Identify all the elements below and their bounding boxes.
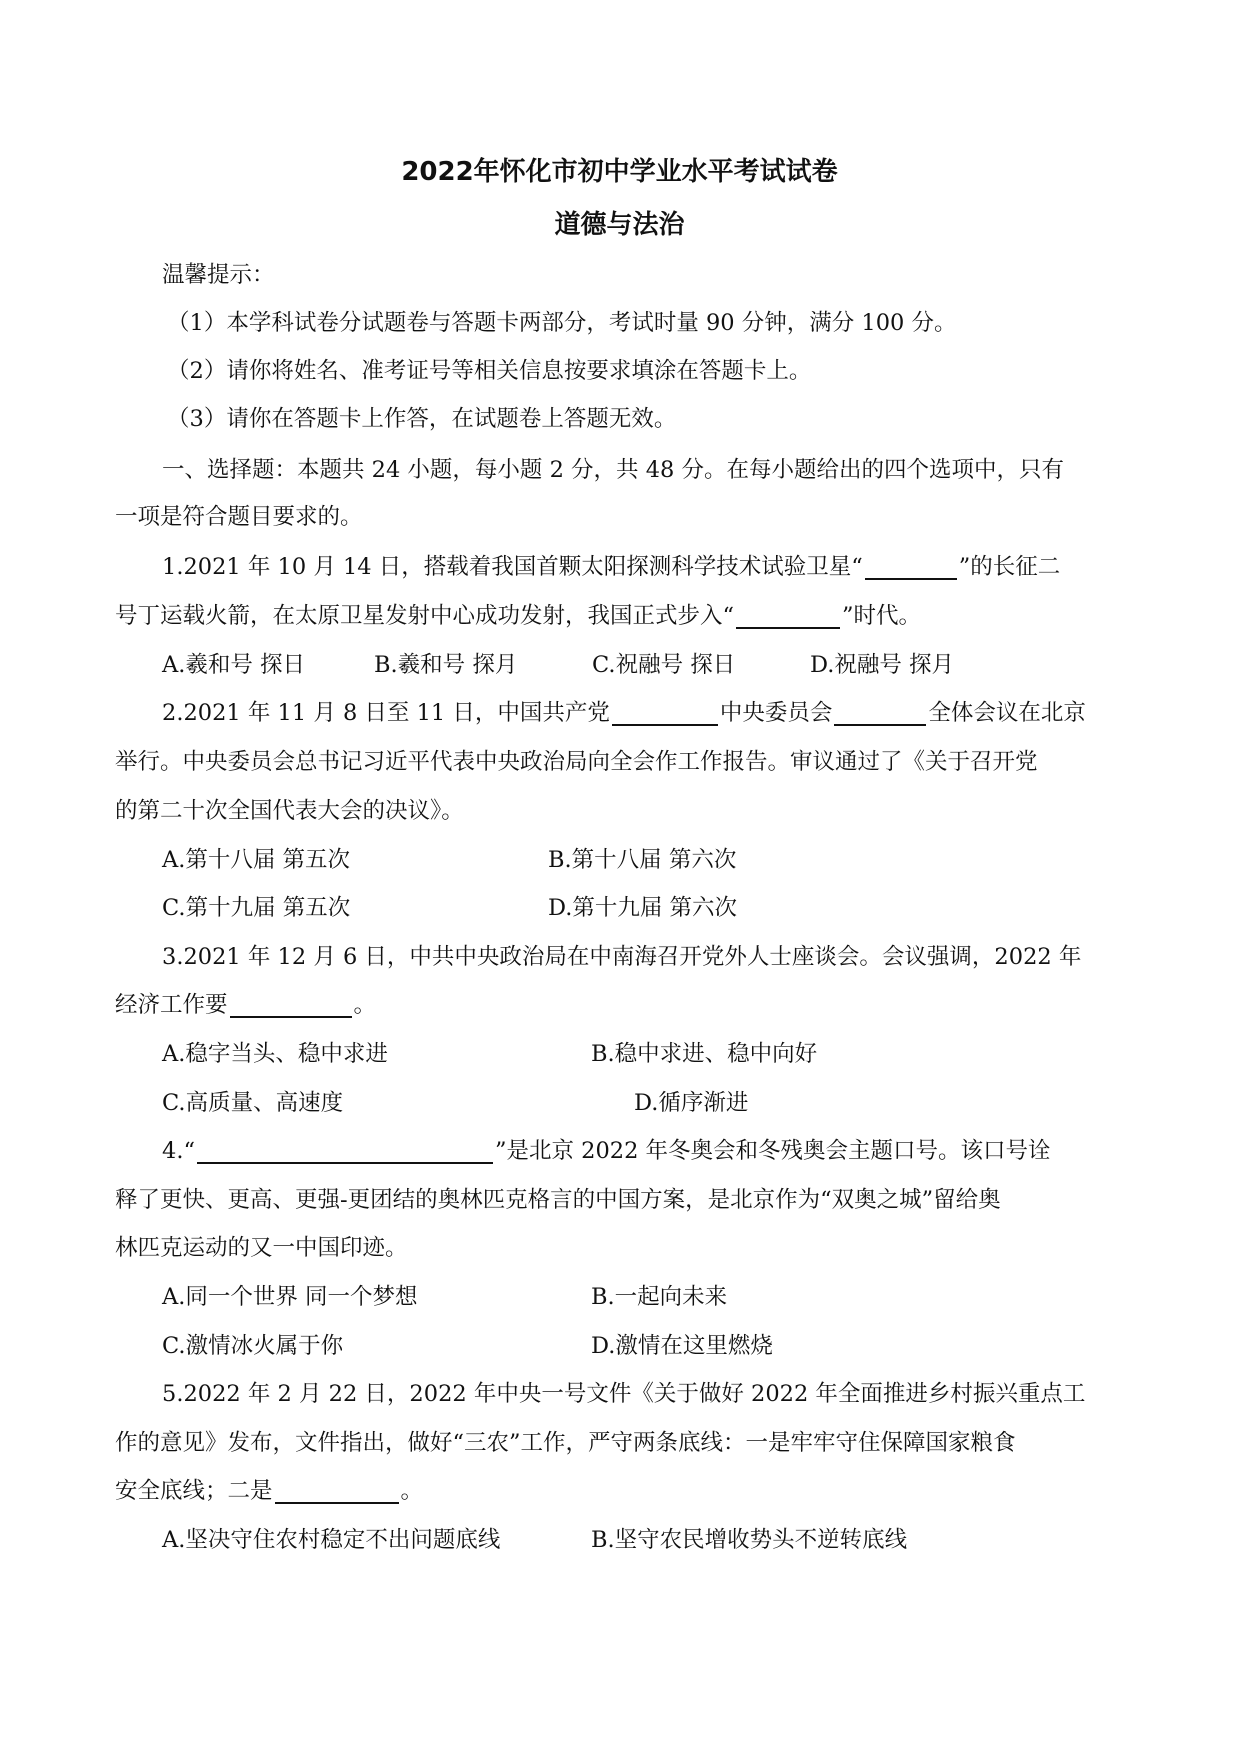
question-text: ”时代。 xyxy=(842,603,922,629)
question-1-cont xyxy=(115,596,1122,636)
option-d: D.第十九届 第六次 xyxy=(548,895,738,921)
option-b: B.坚守农民增收势头不逆转底线 xyxy=(591,1527,908,1553)
option-a: A.稳字当头、稳中求进 xyxy=(162,1041,388,1067)
question-5-cont xyxy=(115,1471,1122,1511)
question-4-cont: 释了更快、更高、更强-更团结的奥林匹克格言的中国方案，是北京作为“双奥之城”留给奥 xyxy=(115,1187,1001,1213)
option-b: B.羲和号 探月 xyxy=(374,652,518,678)
option-c: C.高质量、高速度 xyxy=(162,1090,344,1116)
exam-title: 2022年怀化市初中学业水平考试试卷 xyxy=(401,157,838,187)
question-text: 中央委员会 xyxy=(719,700,833,726)
option-a: A.第十八届 第五次 xyxy=(162,847,351,873)
notice-item: （2）请你将姓名、准考证号等相关信息按要求填涂在答题卡上。 xyxy=(167,358,812,384)
question-2 xyxy=(162,693,1122,733)
section-instructions-cont: 一项是符合题目要求的。 xyxy=(115,504,363,530)
answer-blank xyxy=(275,1476,399,1504)
question-text: ”是北京 2022 年冬奥会和冬残奥会主题口号。该口号诠 xyxy=(494,1138,1051,1164)
option-a: A.同一个世界 同一个梦想 xyxy=(162,1284,418,1310)
question-text: ”的长征二 xyxy=(958,554,1061,580)
notice-label: 温馨提示： xyxy=(162,262,275,288)
question-text: 2.2021 年 11 月 8 日至 11 日，中国共产党 xyxy=(162,700,610,726)
question-3-cont xyxy=(115,985,1122,1025)
subject-title: 道德与法治 xyxy=(554,210,685,240)
option-c: C.激情冰火属于你 xyxy=(162,1333,344,1359)
option-c: C.祝融号 探日 xyxy=(592,652,736,678)
option-a: A.坚决守住农村稳定不出问题底线 xyxy=(162,1527,501,1553)
answer-blank xyxy=(834,698,926,726)
question-text: 4.“ xyxy=(162,1138,195,1164)
question-text: 。 xyxy=(400,1478,424,1504)
option-d: D.激情在这里燃烧 xyxy=(591,1333,773,1359)
question-1 xyxy=(162,547,1122,587)
question-text: 号丁运载火箭，在太原卫星发射中心成功发射，我国正式步入“ xyxy=(115,603,735,629)
option-d: D.祝融号 探月 xyxy=(810,652,955,678)
answer-blank xyxy=(197,1136,493,1164)
question-text: 经济工作要 xyxy=(115,992,228,1018)
option-b: B.一起向未来 xyxy=(591,1284,728,1310)
question-2-cont: 举行。中央委员会总书记习近平代表中央政治局向全会作工作报告。审议通过了《关于召开党 xyxy=(115,749,1038,775)
notice-item: （3）请你在答题卡上作答，在试题卷上答题无效。 xyxy=(167,406,677,432)
option-a: A.羲和号 探日 xyxy=(162,652,306,678)
question-2-cont: 的第二十次全国代表大会的决议》。 xyxy=(115,798,464,824)
answer-blank xyxy=(612,698,718,726)
question-text: 全体会议在北京 xyxy=(928,700,1086,726)
notice-item: （1）本学科试卷分试题卷与答题卡两部分，考试时量 90 分钟，满分 100 分。 xyxy=(167,310,957,336)
answer-blank xyxy=(865,552,957,580)
question-text: 。 xyxy=(353,992,377,1018)
question-5-cont: 作的意见》发布，文件指出，做好“三农”工作，严守两条底线：一是牢牢守住保障国家粮食 xyxy=(115,1430,1016,1456)
question-4-cont: 林匹克运动的又一中国印迹。 xyxy=(115,1235,408,1261)
question-text: 安全底线；二是 xyxy=(115,1478,273,1504)
question-4 xyxy=(162,1131,1122,1171)
option-b: B.第十八届 第六次 xyxy=(548,847,737,873)
answer-blank xyxy=(230,990,352,1018)
question-3: 3.2021 年 12 月 6 日，中共中央政治局在中南海召开党外人士座谈会。会议强调，2022 年 xyxy=(162,944,1082,970)
question-5: 5.2022 年 2 月 22 日，2022 年中央一号文件《关于做好 2022 年全面推进乡村振兴重点工 xyxy=(162,1381,1086,1407)
section-instructions: 一、选择题：本题共 24 小题，每小题 2 分，共 48 分。在每小题给出的四个选项中，只有 xyxy=(162,457,1064,483)
question-text: 1.2021 年 10 月 14 日，搭载着我国首颗太阳探测科学技术试验卫星“ xyxy=(162,554,863,580)
option-c: C.第十九届 第五次 xyxy=(162,895,351,921)
option-b: B.稳中求进、稳中向好 xyxy=(591,1041,818,1067)
option-d: D.循序渐进 xyxy=(634,1090,749,1116)
answer-blank xyxy=(736,601,840,629)
